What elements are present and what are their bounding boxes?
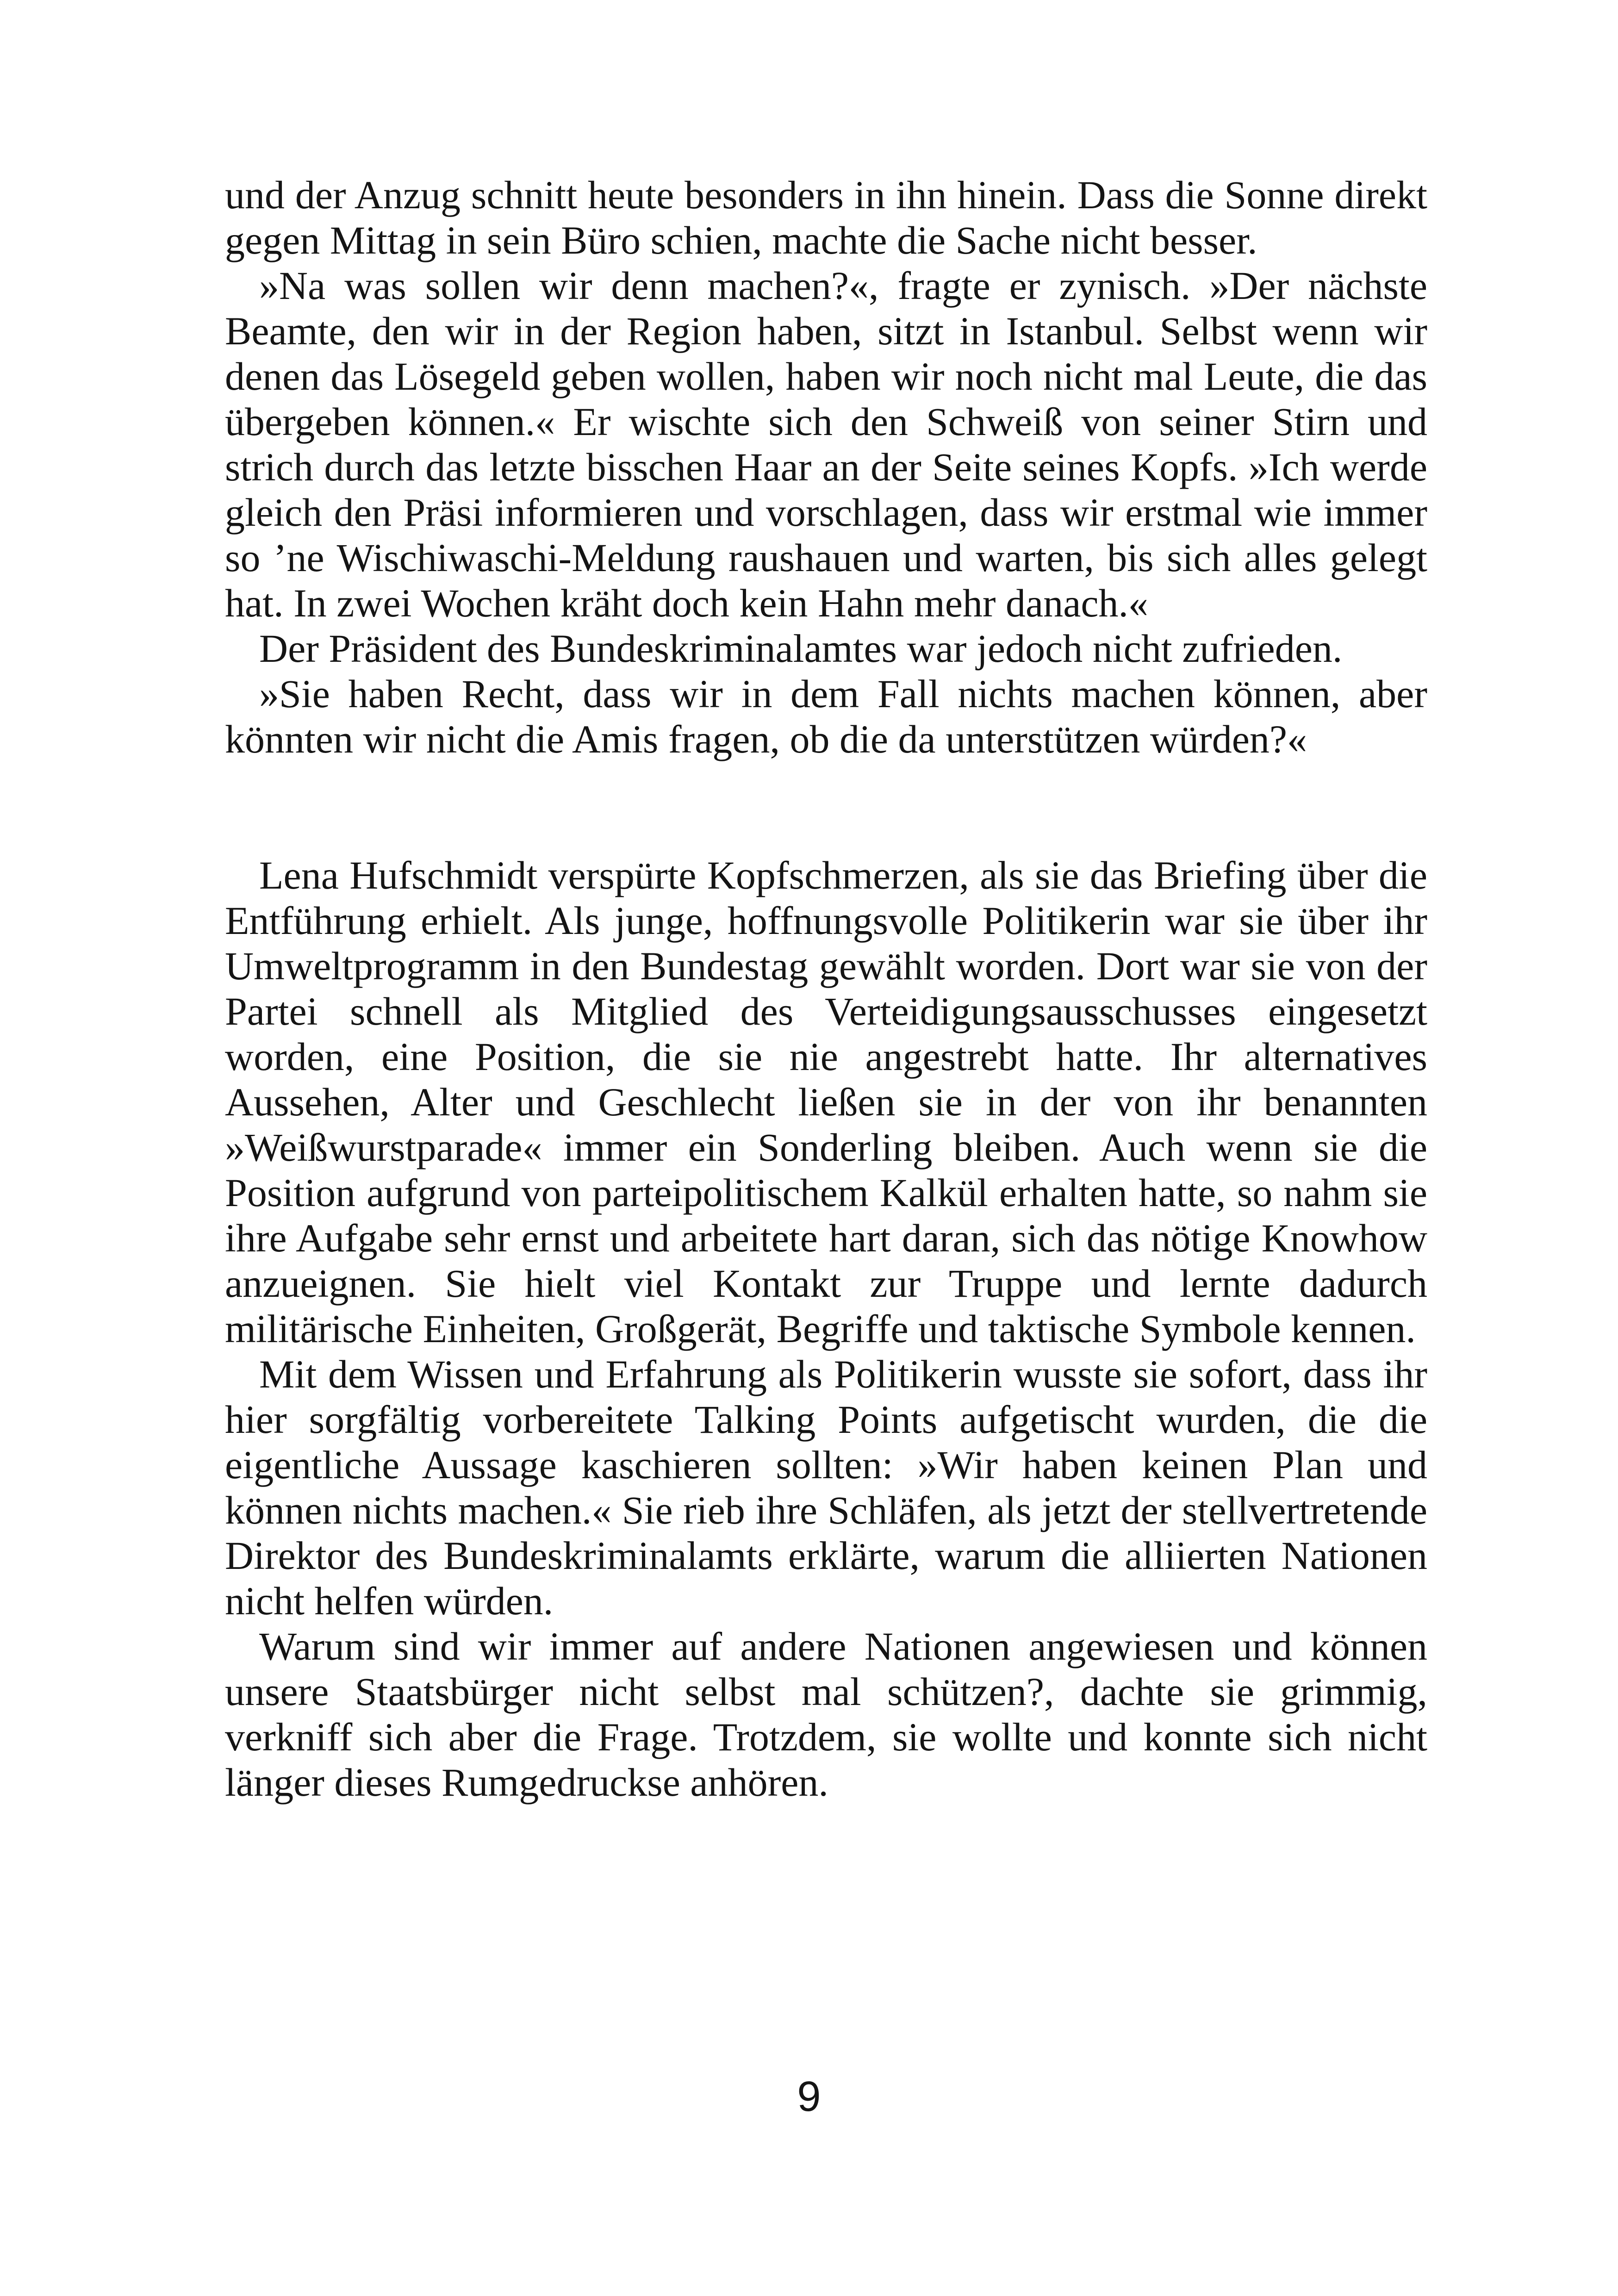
paragraph: »Sie haben Recht, dass wir in dem Fall nichts machen können, aber könnten wir nicht die Amis fragen, ob die da unterstützen würden?« — [225, 672, 1427, 761]
paragraph-continuation: und der Anzug schnitt heute besonders in ihn hinein. Dass die Sonne direkt gegen Mittag in sein Büro schien, machte die Sache nicht besser. — [225, 173, 1427, 262]
paragraph: Warum sind wir immer auf andere Nationen angewiesen und können unsere Staatsbürger nicht selbst mal schützen?, dachte sie grimmig, verkniff sich aber die Frage. Trotzdem, sie wollte und konnte sich nicht länger dieses Rumgedruckse anhören. — [225, 1624, 1427, 1804]
paragraph: Mit dem Wissen und Erfahrung als Politikerin wusste sie sofort, dass ihr hier sorgfältig vorbereitete Talking Points aufgetischt wurden, die die eigentliche Aussage kaschieren sollten: »Wir haben keinen Plan und können nichts machen.« Sie rieb ihre Schläfen, als jetzt der stellvertretende Direktor des Bundeskriminalamts erklärte, warum die alliierten Nationen nicht helfen würden. — [225, 1352, 1427, 1623]
paragraph: Der Präsident des Bundeskriminalamtes war jedoch nicht zufrieden. — [259, 626, 1343, 671]
page-number: 9 — [797, 2073, 821, 2120]
body-text — [225, 172, 1427, 1805]
paragraph: Lena Hufschmidt verspürte Kopfschmerzen, als sie das Briefing über die Entführung erhielt. Als junge, hoffnungsvolle Politikerin war sie über ihr Umweltprogramm in den Bundestag gewählt worden. Dort war sie von der Partei schnell als Mitglied des Verteidigungsausschusses eingesetzt worden, eine Position, die sie nie angestrebt hatte. Ihr alternatives Aussehen, Alter und Geschlecht ließen sie in der von ihr benannten »Weißwurstparade« immer ein Sonderling bleiben. Auch wenn sie die Position aufgrund von parteipolitischem Kalkül erhalten hatte, so nahm sie ihre Aufgabe sehr ernst und arbeitete hart daran, sich das nötige Knowhow anzueignen. Sie hielt viel Kontakt zur Truppe und lernte dadurch militärische Einheiten, Großgerät, Begriffe und taktische Symbole kennen. — [225, 853, 1427, 1351]
section-break — [225, 762, 1427, 852]
paragraph: »Na was sollen wir denn machen?«, fragte er zynisch. »Der nächste Beamte, den wir in der Region haben, sitzt in Istanbul. Selbst wenn wir denen das Lösegeld geben wollen, haben wir noch nicht mal Leute, die das übergeben können.« Er wischte sich den Schweiß von seiner Stirn und strich durch das letzte bisschen Haar an der Seite seines Kopfs. »Ich werde gleich den Präsi informieren und vorschlagen, dass wir erstmal wie immer so ’ne Wischiwaschi-Meldung raushauen und warten, bis sich alles gelegt hat. In zwei Wochen kräht doch kein Hahn mehr danach.« — [225, 263, 1427, 625]
